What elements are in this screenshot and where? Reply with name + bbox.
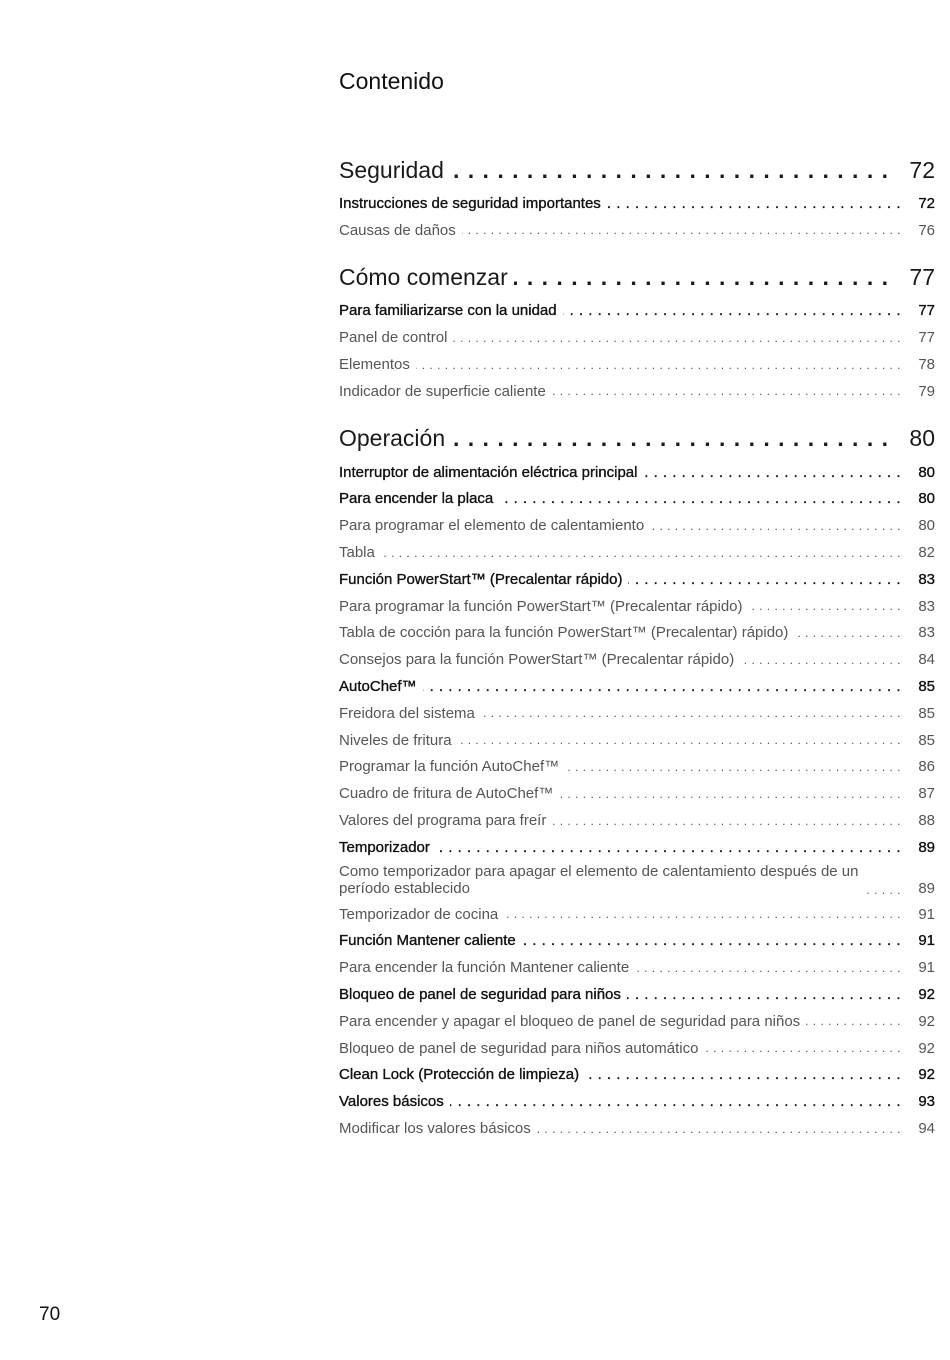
toc-subentry-label: Freidora del sistema (339, 704, 475, 722)
toc-subentry-page: 89 (918, 879, 935, 897)
toc-section-heading-page: 77 (909, 264, 935, 291)
toc-entry-page: 85 (918, 678, 935, 696)
dot-leader (704, 1041, 901, 1055)
toc-section-heading[interactable] (339, 150, 935, 190)
toc-subentry-label: Cuadro de fritura de AutoChef™ (339, 785, 554, 803)
dot-leader (481, 706, 901, 720)
toc-section (339, 419, 935, 1142)
toc-subentry[interactable] (339, 861, 935, 901)
toc-subentry[interactable] (339, 901, 935, 928)
toc-subentry-page: 91 (918, 905, 935, 923)
toc-subentry-page: 84 (918, 651, 935, 669)
dot-leader (563, 302, 901, 319)
toc-subentry-label: Tabla de cocción para la función PowerStart™ (Precalentar) rápido) (339, 624, 789, 642)
dot-leader (522, 932, 901, 949)
dot-leader (628, 571, 901, 588)
dot-leader (635, 961, 901, 975)
toc-entry-page: 77 (918, 302, 935, 320)
dot-leader (381, 546, 901, 560)
toc-entry-label: Clean Lock (Protección de limpieza) (339, 1066, 580, 1084)
toc-subentry-label: Como temporizador para apagar el elemento de calentamiento después de un período establecido (339, 862, 859, 897)
toc-subentry[interactable] (339, 217, 935, 244)
toc-entry-label: Temporizador (339, 838, 430, 856)
toc-section-heading-label: Operación (339, 425, 446, 452)
toc-entry[interactable] (339, 834, 935, 861)
toc-subentry-label: Para programar el elemento de calentamiento (339, 517, 645, 535)
dot-leader (504, 907, 901, 921)
dot-leader (450, 1093, 901, 1110)
toc-subentry-page: 79 (918, 382, 935, 400)
toc-subentry-page: 92 (918, 1039, 935, 1057)
dot-leader (458, 733, 901, 747)
toc-subentry[interactable] (339, 512, 935, 539)
toc-subentry-page: 91 (918, 959, 935, 977)
toc-subentry-page: 86 (918, 758, 935, 776)
page-title: Contenido (339, 68, 444, 94)
toc-subentry-label: Temporizador de cocina (339, 905, 499, 923)
toc-section-heading-label: Cómo comenzar (339, 264, 508, 291)
toc-subentry[interactable] (339, 324, 935, 351)
toc-subentry-page: 85 (918, 704, 935, 722)
dot-leader (514, 264, 889, 291)
toc-subentry-label: Para encender la función Mantener caliente (339, 959, 630, 977)
toc-subentry-label: Elementos (339, 356, 410, 374)
toc-subentry-page: 94 (918, 1120, 935, 1137)
toc-entry-label: Función PowerStart™ (Precalentar rápido) (339, 570, 623, 588)
toc-entry-page: 92 (918, 1066, 935, 1084)
toc-entry[interactable] (339, 486, 935, 513)
table-of-contents (339, 150, 935, 1156)
toc-subentry-label: Valores del programa para freír (339, 812, 547, 830)
toc-subentry-label: Tabla (339, 544, 375, 562)
toc-subentry-page: 85 (918, 731, 935, 749)
toc-subentry-label: Modificar los valores básicos (339, 1120, 531, 1137)
toc-section-heading-page: 80 (909, 425, 935, 452)
toc-entry[interactable] (339, 981, 935, 1008)
toc-subentry-page: 77 (918, 329, 935, 347)
toc-entry[interactable] (339, 459, 935, 486)
dot-leader (806, 1014, 901, 1028)
page-number: 70 (39, 1304, 61, 1325)
dot-leader (740, 653, 901, 667)
toc-subentry-page: 88 (918, 812, 935, 830)
toc-entry-page: 89 (918, 838, 935, 856)
toc-subentry-page: 80 (918, 517, 935, 535)
dot-leader (585, 1066, 901, 1083)
dot-leader (552, 814, 901, 828)
dot-leader (794, 626, 901, 640)
toc-section-heading-label: Seguridad (339, 156, 444, 183)
dot-leader (749, 599, 901, 613)
dot-leader (643, 464, 901, 481)
toc-subentry-label: Programar la función AutoChef™ (339, 758, 560, 776)
toc-entry-page: 91 (918, 932, 935, 950)
dot-leader (865, 883, 901, 897)
dot-leader (450, 157, 889, 184)
toc-entry[interactable] (339, 673, 935, 700)
toc-entry[interactable] (339, 928, 935, 955)
toc-subentry[interactable] (339, 700, 935, 727)
toc-entry-label: Para familiarizarse con la unidad (339, 302, 557, 320)
toc-subentry-label: Causas de daños (339, 221, 456, 239)
toc-entry[interactable] (339, 1088, 935, 1115)
toc-subentry-label: Bloqueo de panel de seguridad para niños automático (339, 1039, 699, 1057)
toc-entry[interactable] (339, 298, 935, 325)
toc-entry-label: Función Mantener caliente (339, 932, 516, 950)
toc-entry-label: Valores básicos (339, 1093, 444, 1111)
toc-section-heading[interactable] (339, 258, 935, 298)
toc-subentry-label: Indicador de superficie caliente (339, 382, 546, 400)
toc-section-heading[interactable] (339, 419, 935, 459)
dot-leader (436, 839, 901, 856)
toc-section (339, 150, 935, 244)
toc-entry-page: 80 (918, 490, 935, 508)
toc-entry-label: Instrucciones de seguridad importantes (339, 194, 601, 212)
toc-subentry-label: Niveles de fritura (339, 731, 452, 749)
toc-entry-page: 72 (918, 194, 935, 212)
toc-subentry-page: 76 (918, 221, 935, 239)
toc-subentry[interactable] (339, 780, 935, 807)
toc-subentry[interactable] (339, 1035, 935, 1062)
dot-leader (607, 195, 901, 212)
dot-leader (499, 490, 901, 507)
toc-subentry[interactable] (339, 351, 935, 378)
toc-subentry[interactable] (339, 1115, 935, 1142)
toc-subentry[interactable] (339, 593, 935, 620)
toc-subentry[interactable] (339, 1008, 935, 1035)
toc-subentry-label: Panel de control (339, 329, 448, 347)
toc-subentry-label: Para encender y apagar el bloqueo de panel de seguridad para niños (339, 1012, 801, 1030)
toc-subentry-page: 83 (918, 624, 935, 642)
toc-subentry-page: 82 (918, 544, 935, 562)
toc-subentry-page: 83 (918, 597, 935, 615)
toc-entry[interactable] (339, 1062, 935, 1089)
toc-subentry[interactable] (339, 807, 935, 834)
dot-leader (627, 986, 901, 1003)
dot-leader (565, 760, 901, 774)
toc-subentry-page: 78 (918, 356, 935, 374)
toc-entry-page: 80 (918, 463, 935, 481)
toc-entry-label: Para encender la placa (339, 490, 494, 508)
toc-subentry-label: Consejos para la función PowerStart™ (Precalentar rápido) (339, 651, 735, 669)
dot-leader (552, 384, 901, 398)
toc-subentry[interactable] (339, 378, 935, 405)
toc-subentry-label: Para programar la función PowerStart™ (Precalentar rápido) (339, 597, 743, 615)
toc-subentry-page: 87 (918, 785, 935, 803)
dot-leader (416, 358, 901, 372)
dot-leader (559, 787, 901, 801)
dot-leader (451, 425, 889, 452)
toc-subentry[interactable] (339, 620, 935, 647)
dot-leader (537, 1122, 901, 1136)
toc-section (339, 258, 935, 405)
toc-subentry[interactable] (339, 646, 935, 673)
toc-entry-page: 93 (918, 1093, 935, 1111)
dot-leader (453, 331, 901, 345)
dot-leader (462, 223, 901, 237)
toc-entry-page: 83 (918, 570, 935, 588)
toc-subentry[interactable] (339, 954, 935, 981)
toc-entry-label: Bloqueo de panel de seguridad para niños (339, 986, 621, 1004)
toc-entry[interactable] (339, 566, 935, 593)
toc-subentry-page: 92 (918, 1012, 935, 1030)
toc-entry[interactable] (339, 190, 935, 217)
toc-subentry[interactable] (339, 727, 935, 754)
toc-section-heading-page: 72 (909, 156, 935, 183)
dot-leader (423, 678, 901, 695)
toc-subentry[interactable] (339, 539, 935, 566)
toc-entry-page: 92 (918, 986, 935, 1004)
toc-entry-label: Interruptor de alimentación eléctrica principal (339, 463, 638, 481)
toc-subentry[interactable] (339, 754, 935, 781)
dot-leader (650, 519, 901, 533)
toc-entry-label: AutoChef™ (339, 678, 417, 696)
